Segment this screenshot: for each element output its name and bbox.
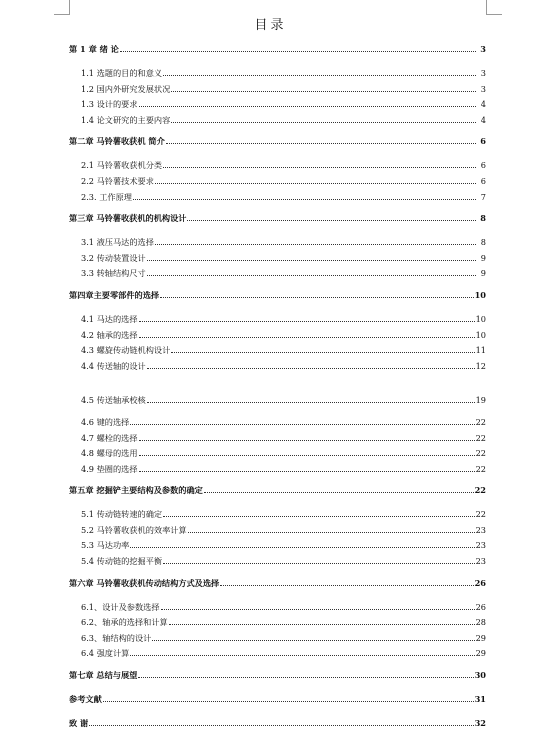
toc-page-number: 9 <box>480 268 486 279</box>
toc-section-entry[interactable] <box>69 313 486 329</box>
toc-entry-title: 5.2 马铃薯收获机的效率计算 <box>81 524 187 535</box>
toc-entry-title: 4.9 垫圈的选择 <box>81 463 138 474</box>
toc-entry-title: 2.2 马铃薯技术要求 <box>81 175 154 186</box>
toc-dot-leader <box>171 90 476 92</box>
toc-section-entry[interactable] <box>69 447 486 463</box>
toc-section-entry[interactable] <box>69 159 486 175</box>
toc-dot-leader <box>155 243 476 245</box>
toc-page-number: 10 <box>475 329 486 340</box>
toc-entry-title: 6.3、轴结构的设计 <box>81 632 152 643</box>
corner-mark-top-right-v <box>486 0 487 15</box>
toc-section-entry[interactable] <box>69 267 486 283</box>
toc-page-number: 4 <box>480 99 486 110</box>
toc-page-number: 23 <box>475 524 486 535</box>
toc-dot-leader <box>130 654 474 656</box>
toc-section-entry[interactable] <box>69 252 486 268</box>
toc-dot-leader <box>138 676 473 678</box>
toc-dot-leader <box>130 423 474 425</box>
toc-entry-title: 第七章 总结与展望 <box>69 670 138 681</box>
toc-chapter-entry[interactable] <box>69 577 486 595</box>
toc-dot-leader <box>163 562 474 564</box>
toc-chapter-entry[interactable] <box>69 484 486 502</box>
toc-page-number: 19 <box>475 395 486 406</box>
toc-dot-leader <box>163 74 476 76</box>
corner-mark-top-left-v <box>69 0 70 15</box>
toc-section-entry[interactable] <box>69 508 486 524</box>
toc-section-entry[interactable] <box>69 432 486 448</box>
toc-page-number: 22 <box>475 463 486 474</box>
toc-page-number: 6 <box>480 160 486 171</box>
toc-section-entry[interactable] <box>69 344 486 360</box>
toc-dot-leader <box>155 182 476 184</box>
toc-page-number: 32 <box>474 718 486 729</box>
toc-page-number: 3 <box>480 83 486 94</box>
toc-entry-title: 第 1 章 绪 论 <box>69 44 119 54</box>
toc-entry-title: 第六章 马铃薯收获机传动结构方式及选择 <box>69 577 220 588</box>
toc-chapter-entry[interactable] <box>69 693 486 711</box>
toc-section-entry[interactable] <box>69 191 486 207</box>
toc-section-entry[interactable] <box>69 632 486 648</box>
toc-entry-title: 4.6 键的选择 <box>81 416 130 427</box>
toc-chapter-entry[interactable] <box>69 717 486 735</box>
toc-page-number: 22 <box>475 448 486 459</box>
page-title: 目录 <box>254 18 287 33</box>
toc-section-entry[interactable] <box>69 463 486 479</box>
toc-dot-leader <box>187 219 476 221</box>
toc-entry-title: 6.2、轴承的选择和计算 <box>81 617 168 628</box>
toc-dot-leader <box>139 336 475 338</box>
toc-entry-title: 4.5 传送轴承校核 <box>81 395 146 406</box>
toc-entry-title: 2.1 马铃薯收获机分类 <box>81 160 163 171</box>
toc-dot-leader <box>147 274 476 276</box>
toc-page-number: 12 <box>475 360 486 371</box>
toc-page-number: 3 <box>480 44 486 54</box>
toc-page-number: 8 <box>480 237 486 248</box>
toc-dot-leader <box>171 351 474 353</box>
toc-section-entry[interactable] <box>69 524 486 540</box>
toc-dot-leader <box>139 470 475 472</box>
toc-dot-leader <box>147 367 475 369</box>
toc-section-entry[interactable] <box>69 67 486 83</box>
toc-entry-title: 4.4 传送轴的设计 <box>81 360 146 371</box>
toc-page-number: 4 <box>480 114 486 125</box>
toc-entry-title: 1.2 国内外研究发展状况 <box>81 83 171 94</box>
toc-entry-title: 3.2 传动装置设计 <box>81 252 146 263</box>
toc-dot-leader <box>147 401 475 403</box>
toc-page-number: 26 <box>475 601 486 612</box>
toc-section-entry[interactable] <box>69 601 486 617</box>
toc-chapter-entry[interactable] <box>69 669 486 687</box>
toc-page-number: 11 <box>475 345 486 356</box>
toc-entry-title: 第四章主要零部件的选择 <box>69 289 160 300</box>
toc-section-entry[interactable] <box>69 236 486 252</box>
toc-page-number: 9 <box>480 252 486 263</box>
toc-dot-leader <box>161 608 475 610</box>
toc-section-entry[interactable] <box>69 114 486 130</box>
toc-page-number: 10 <box>474 289 486 300</box>
toc-dot-leader <box>204 491 474 493</box>
toc-page-number: 29 <box>475 648 486 659</box>
toc-section-entry[interactable] <box>69 329 486 345</box>
toc-entry-title: 5.4 传动链的挖掘平衡 <box>81 556 163 567</box>
toc-page-number: 3 <box>480 68 486 78</box>
toc-entry-title: 5.3 马达功率 <box>81 540 130 551</box>
toc-section-entry[interactable] <box>69 98 486 114</box>
toc-chapter-entry[interactable] <box>69 212 486 230</box>
toc-dot-leader <box>171 121 476 123</box>
toc-dot-leader <box>163 515 474 517</box>
toc-entry-title: 第二章 马铃薯收获机 简介 <box>69 136 165 147</box>
toc-entry-title: 第三章 马铃薯收获机的机构设计 <box>69 213 187 224</box>
toc-section-entry[interactable] <box>69 555 486 571</box>
toc-page-number: 8 <box>480 213 486 224</box>
toc-chapter-entry[interactable] <box>69 43 486 61</box>
toc-page-number: 23 <box>475 540 486 551</box>
toc-dot-leader <box>147 259 476 261</box>
toc-entry-title: 3.1 液压马达的选择 <box>81 237 154 248</box>
toc-page-number: 7 <box>480 191 486 202</box>
toc-chapter-entry[interactable] <box>69 289 486 307</box>
toc-entry-title: 3.3 转轴结构尺寸 <box>81 268 146 279</box>
toc-page-number: 31 <box>474 694 486 705</box>
toc-dot-leader <box>139 454 475 456</box>
toc-section-entry[interactable] <box>69 539 486 555</box>
toc-section-entry[interactable] <box>69 647 486 663</box>
toc-section-entry[interactable] <box>69 360 486 376</box>
toc-entry-title: 2.3. 工作原理 <box>81 191 132 202</box>
toc-page-number: 22 <box>474 485 486 496</box>
toc-entry-title: 6.1、设计及参数选择 <box>81 601 160 612</box>
toc-page-number: 22 <box>475 416 486 427</box>
toc-entry-title: 1.4 论文研究的主要内容 <box>81 114 171 125</box>
toc-section-entry[interactable] <box>69 175 486 191</box>
toc-chapter-entry[interactable] <box>69 135 486 153</box>
toc-page-number: 30 <box>474 670 486 681</box>
toc-dot-leader <box>130 546 474 548</box>
toc-page-number: 22 <box>475 432 486 443</box>
toc-dot-leader <box>152 639 474 641</box>
toc-entry-title: 1.3 设计的要求 <box>81 99 138 110</box>
toc-dot-leader <box>188 531 475 533</box>
toc-entry-title: 参考文献 <box>69 694 102 705</box>
toc-dot-leader <box>120 50 476 52</box>
toc-entry-title: 4.1 马达的选择 <box>81 313 138 324</box>
toc-page-number: 6 <box>480 136 486 147</box>
toc-section-entry[interactable] <box>69 616 486 632</box>
toc-dot-leader <box>139 105 476 107</box>
toc-entry-title: 4.8 螺母的选用 <box>81 448 138 459</box>
table-of-contents <box>69 43 486 735</box>
toc-page-number: 28 <box>475 617 486 628</box>
toc-page-number: 10 <box>475 313 486 324</box>
toc-dot-leader <box>169 623 475 625</box>
toc-entry-title: 第五章 挖掘铲主要结构及参数的确定 <box>69 485 203 496</box>
toc-dot-leader <box>139 320 475 322</box>
toc-dot-leader <box>163 166 476 168</box>
toc-entry-title: 致 谢 <box>69 718 89 729</box>
toc-entry-title: 5.1 传动链转速的确定 <box>81 509 163 520</box>
toc-dot-leader <box>103 700 474 702</box>
toc-dot-leader <box>89 724 473 726</box>
toc-entry-title: 6.4 强度计算 <box>81 648 130 659</box>
toc-page-number: 6 <box>480 175 486 186</box>
toc-section-entry[interactable] <box>69 394 486 410</box>
toc-dot-leader <box>220 584 473 586</box>
toc-spacer <box>69 375 486 394</box>
toc-page-number: 22 <box>475 509 486 520</box>
toc-entry-title: 4.2 轴承的选择 <box>81 329 138 340</box>
toc-entry-title: 1.1 选题的目的和意义 <box>81 68 163 78</box>
toc-dot-leader <box>166 142 476 144</box>
toc-section-entry[interactable] <box>69 83 486 99</box>
toc-page-number: 26 <box>474 577 486 588</box>
toc-dot-leader <box>160 296 474 298</box>
toc-entry-title: 4.3 螺旋传动链机构设计 <box>81 345 171 356</box>
toc-section-entry[interactable] <box>69 416 486 432</box>
toc-dot-leader <box>139 439 475 441</box>
toc-page-number: 23 <box>475 556 486 567</box>
toc-page-number: 29 <box>475 632 486 643</box>
toc-entry-title: 4.7 螺栓的选择 <box>81 432 138 443</box>
toc-dot-leader <box>133 198 476 200</box>
